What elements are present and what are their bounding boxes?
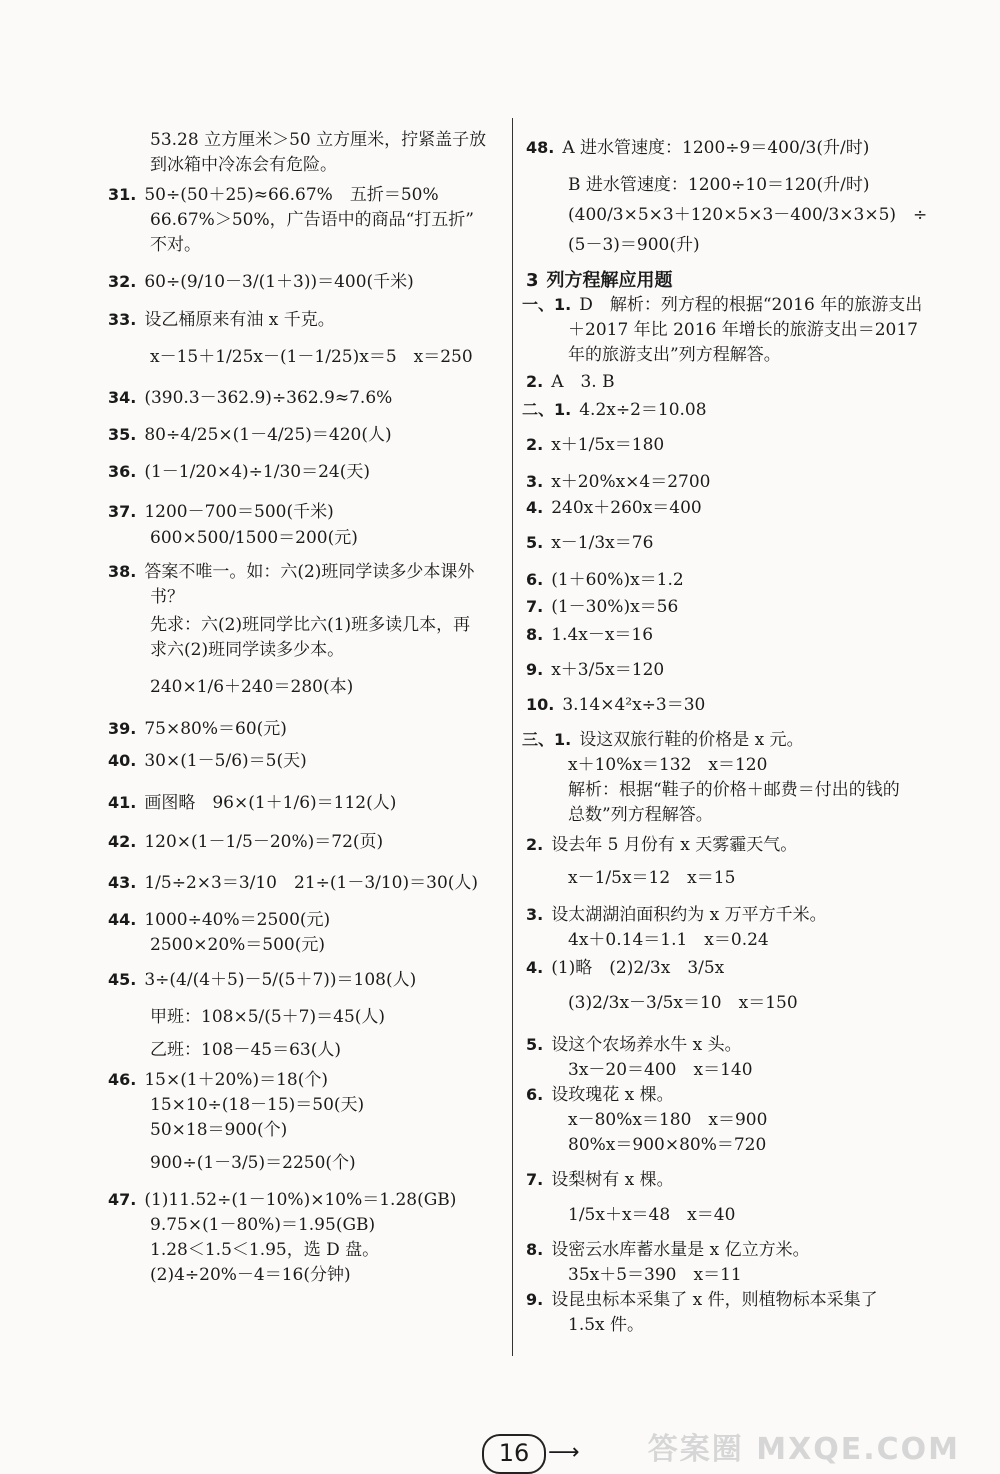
right-line (568, 1313, 644, 1338)
line-text: 不对。 (150, 235, 201, 255)
left-line (150, 1093, 364, 1118)
line-text: 75×80%＝60(元) (144, 719, 287, 739)
left-line (150, 1263, 351, 1288)
item-number: 6. (526, 570, 544, 589)
left-line (150, 1238, 379, 1263)
line-text: 4.2x÷2＝10.08 (579, 400, 707, 420)
item-number: 35. (108, 425, 137, 444)
left-line (150, 153, 337, 178)
item-number: 45. (108, 970, 137, 989)
line-text: 设密云水库蓄水量是 x 亿立方米。 (551, 1240, 810, 1260)
item-number: 34. (108, 388, 137, 407)
right-line (526, 956, 724, 981)
right-line (526, 531, 653, 556)
line-text: 设这双旅行鞋的价格是 x 元。 (579, 730, 804, 750)
item-number: 38. (108, 562, 137, 581)
line-text: 1200－700＝500(千米) (144, 502, 334, 522)
line-text: 80÷4/25×(1－4/25)＝420(人) (144, 425, 392, 445)
left-line (150, 1151, 356, 1176)
left-line (108, 871, 478, 896)
left-line (150, 638, 344, 663)
right-line (526, 568, 684, 593)
left-line (150, 675, 353, 700)
right-line (568, 173, 869, 198)
line-text: 设梨树有 x 棵。 (551, 1170, 674, 1190)
line-text: 设昆虫标本采集了 x 件，则植物标本采集了 (551, 1290, 878, 1310)
item-number: 3. (526, 905, 544, 924)
line-text: 3÷(4/(4＋5)－5/(5＋7))＝108(人) (144, 970, 417, 990)
line-text: x＋20%x×4＝2700 (551, 472, 711, 492)
line-text: (1)11.52÷(1－10%)×10%＝1.28(GB) (144, 1190, 457, 1210)
right-line (526, 268, 673, 294)
right-line (568, 991, 798, 1016)
right-line (522, 728, 804, 753)
left-line (108, 749, 307, 774)
line-text: 答案不唯一。如：六(2)班同学读多少本课外 (144, 562, 475, 582)
right-line (568, 1133, 766, 1158)
item-number: 7. (526, 1170, 544, 1189)
item-number: 5. (526, 1035, 544, 1054)
line-text: x－1/3x＝76 (551, 533, 654, 553)
line-text: x＋1/5x＝180 (551, 435, 665, 455)
line-text: (5－3)＝900(升) (568, 235, 700, 255)
line-text: 设这个农场养水牛 x 头。 (551, 1035, 742, 1055)
left-line (150, 526, 358, 551)
left-line (108, 1068, 328, 1093)
right-line (526, 1238, 810, 1263)
line-text: (1＋60%)x＝1.2 (551, 570, 684, 590)
next-arrow-icon: ⟶ (548, 1440, 580, 1465)
right-line (526, 903, 827, 928)
left-line (108, 560, 474, 585)
item-number: 7. (526, 597, 544, 616)
right-line (522, 293, 922, 318)
line-text: 1000÷40%＝2500(元) (144, 910, 331, 930)
right-line (568, 343, 781, 368)
right-line (568, 1263, 742, 1288)
left-line (108, 500, 334, 525)
line-text: (1－30%)x＝56 (551, 597, 679, 617)
line-text: 到冰箱中冷冻会有危险。 (150, 155, 337, 175)
left-line (150, 1118, 287, 1143)
right-line (526, 595, 678, 620)
right-line (568, 233, 700, 258)
item-number: 46. (108, 1070, 137, 1089)
item-number: 8. (526, 1240, 544, 1259)
line-text: (2)4÷20%－4＝16(分钟) (150, 1265, 351, 1285)
item-number: 5. (526, 533, 544, 552)
line-text: 3.14×4²x÷3＝30 (562, 695, 706, 715)
line-text: 总数”列方程解答。 (568, 805, 713, 825)
left-line (150, 233, 201, 258)
item-number: 二、1. (522, 400, 572, 419)
line-text: 50×18＝900(个) (150, 1120, 288, 1140)
item-number: 4. (526, 498, 544, 517)
line-text: 80%x＝900×80%＝720 (568, 1135, 767, 1155)
item-number: 40. (108, 751, 137, 770)
right-line (568, 778, 900, 803)
left-line (108, 183, 439, 208)
left-line (108, 908, 330, 933)
item-number: 32. (108, 272, 137, 291)
section-title: 列方程解应用题 (546, 270, 673, 291)
line-text: A 进水管速度：1200÷9＝400/3(升/时) (562, 138, 870, 158)
line-text: 先求：六(2)班同学比六(1)班多读几本，再 (150, 615, 471, 635)
item-number: 三、1. (522, 730, 572, 749)
item-number: 2. (526, 435, 544, 454)
line-text: 画图略 96×(1＋1/6)＝112(人) (144, 793, 397, 813)
right-line (526, 370, 615, 395)
item-number: 48. (526, 138, 555, 157)
line-text: 3x－20＝400 x＝140 (568, 1060, 753, 1080)
line-text: 66.67%＞50%，广告语中的商品“打五折” (150, 210, 474, 230)
item-number: 10. (526, 695, 555, 714)
line-text: 解析：根据“鞋子的价格＋邮费＝付出的钱的 (568, 780, 900, 800)
line-text: x－80%x＝180 x＝900 (568, 1110, 768, 1130)
line-text: 15×(1＋20%)＝18(个) (144, 1070, 328, 1090)
line-text: 设太湖湖泊面积约为 x 万平方千米。 (551, 905, 827, 925)
line-text: (1－1/20×4)÷1/30＝24(天) (144, 462, 370, 482)
right-line (526, 1033, 742, 1058)
item-number: 9. (526, 1290, 544, 1309)
line-text: 1.4x－x＝16 (551, 625, 654, 645)
right-line (522, 398, 707, 423)
line-text: 240x＋260x＝400 (551, 498, 702, 518)
right-line (568, 1203, 735, 1228)
item-number: 33. (108, 310, 137, 329)
line-text: (390.3－362.9)÷362.9≈7.6% (144, 388, 393, 408)
left-line (150, 128, 486, 153)
item-number: 41. (108, 793, 137, 812)
line-text: 9.75×(1－80%)＝1.95(GB) (150, 1215, 376, 1235)
left-line (108, 423, 392, 448)
line-text: 50÷(50＋25)≈66.67% 五折＝50% (144, 185, 439, 205)
line-text: 15×10÷(18－15)＝50(天) (150, 1095, 365, 1115)
line-text: D 解析：列方程的根据“2016 年的旅游支出 (579, 295, 923, 315)
left-line (150, 345, 473, 370)
left-line (150, 933, 325, 958)
item-number: 31. (108, 185, 137, 204)
watermark: 答案圈 MXQE.COM (647, 1432, 960, 1467)
line-text: 240×1/6＋240＝280(本) (150, 677, 354, 697)
right-line (568, 866, 735, 891)
line-text: 1/5÷2×3＝3/10 21÷(1－3/10)＝30(人) (144, 873, 479, 893)
line-text: 60÷(9/10－3/(1＋3))＝400(千米) (144, 272, 414, 292)
line-text: (400/3×5×3＋120×5×3－400/3×3×5) ÷ (568, 205, 928, 225)
right-line (526, 496, 702, 521)
left-line (108, 460, 370, 485)
left-line (108, 1188, 456, 1213)
item-number: 37. (108, 502, 137, 521)
left-line (150, 585, 184, 610)
item-number: 6. (526, 1085, 544, 1104)
line-text: 30×(1－5/6)＝5(天) (144, 751, 307, 771)
line-text: ＋2017 年比 2016 年增长的旅游支出＝2017 (568, 320, 919, 340)
item-number: 9. (526, 660, 544, 679)
right-line (526, 136, 869, 161)
line-text: (3)2/3x－3/5x＝10 x＝150 (568, 993, 798, 1013)
item-number: 39. (108, 719, 137, 738)
line-text: (1)略 (2)2/3x 3/5x (551, 958, 725, 978)
right-line (526, 658, 664, 683)
right-line (526, 1083, 674, 1108)
left-line (108, 968, 416, 993)
left-line (150, 613, 470, 638)
line-text: 53.28 立方厘米＞50 立方厘米，拧紧盖子放 (150, 130, 487, 150)
right-line (526, 470, 711, 495)
right-line (526, 693, 705, 718)
left-line (108, 386, 392, 411)
line-text: 乙班：108－45＝63(人) (150, 1040, 341, 1060)
page-number: 16 (482, 1434, 546, 1474)
item-number: 44. (108, 910, 137, 929)
item-number: 36. (108, 462, 137, 481)
left-line (150, 208, 474, 233)
right-line (526, 433, 664, 458)
item-number: 43. (108, 873, 137, 892)
right-line (568, 1108, 767, 1133)
line-text: B 进水管速度：1200÷10＝120(升/时) (568, 175, 870, 195)
line-text: x＋10%x＝132 x＝120 (568, 755, 768, 775)
item-number: 8. (526, 625, 544, 644)
right-line (568, 1058, 753, 1083)
right-line (568, 803, 713, 828)
line-text: 书？ (150, 587, 184, 607)
line-text: 设乙桶原来有油 x 千克。 (144, 310, 335, 330)
item-number: 4. (526, 958, 544, 977)
left-line (108, 830, 383, 855)
right-line (526, 623, 653, 648)
left-line (108, 308, 335, 333)
line-text: 年的旅游支出”列方程解答。 (568, 345, 781, 365)
line-text: 甲班：108×5/(5＋7)＝45(人) (150, 1007, 386, 1027)
line-text: 求六(2)班同学读多少本。 (150, 640, 345, 660)
line-text: 4x＋0.14＝1.1 x＝0.24 (568, 930, 769, 950)
left-line (108, 791, 396, 816)
right-line (568, 318, 918, 343)
line-text: A 3. B (551, 372, 615, 392)
left-line (150, 1005, 385, 1030)
line-text: x－1/5x＝12 x＝15 (568, 868, 736, 888)
left-line (108, 717, 287, 742)
right-line (526, 833, 797, 858)
line-text: x＋3/5x＝120 (551, 660, 665, 680)
item-number: 3. (526, 472, 544, 491)
line-text: 1.28＜1.5＜1.95，选 D 盘。 (150, 1240, 380, 1260)
line-text: 设玫瑰花 x 棵。 (551, 1085, 674, 1105)
left-line (150, 1213, 375, 1238)
left-line (108, 270, 414, 295)
section-number: 3 (526, 270, 539, 291)
right-line (568, 753, 767, 778)
item-number: 2. (526, 372, 544, 391)
right-line (568, 928, 769, 953)
line-text: 35x＋5＝390 x＝11 (568, 1265, 742, 1285)
line-text: 600×500/1500＝200(元) (150, 528, 358, 548)
item-number: 47. (108, 1190, 137, 1209)
item-number: 42. (108, 832, 137, 851)
line-text: 1.5x 件。 (568, 1315, 645, 1335)
line-text: 设去年 5 月份有 x 天雾霾天气。 (551, 835, 798, 855)
right-line (526, 1168, 674, 1193)
line-text: x－15＋1/25x－(1－1/25)x＝5 x＝250 (150, 347, 473, 367)
line-text: 1/5x＋x＝48 x＝40 (568, 1205, 736, 1225)
right-line (568, 203, 927, 228)
right-line (526, 1288, 878, 1313)
item-number: 2. (526, 835, 544, 854)
item-number: 一、1. (522, 295, 572, 314)
line-text: 2500×20%＝500(元) (150, 935, 326, 955)
line-text: 120×(1－1/5－20%)＝72(页) (144, 832, 384, 852)
left-line (150, 1038, 341, 1063)
column-divider (512, 118, 513, 1356)
line-text: 900÷(1－3/5)＝2250(个) (150, 1153, 356, 1173)
